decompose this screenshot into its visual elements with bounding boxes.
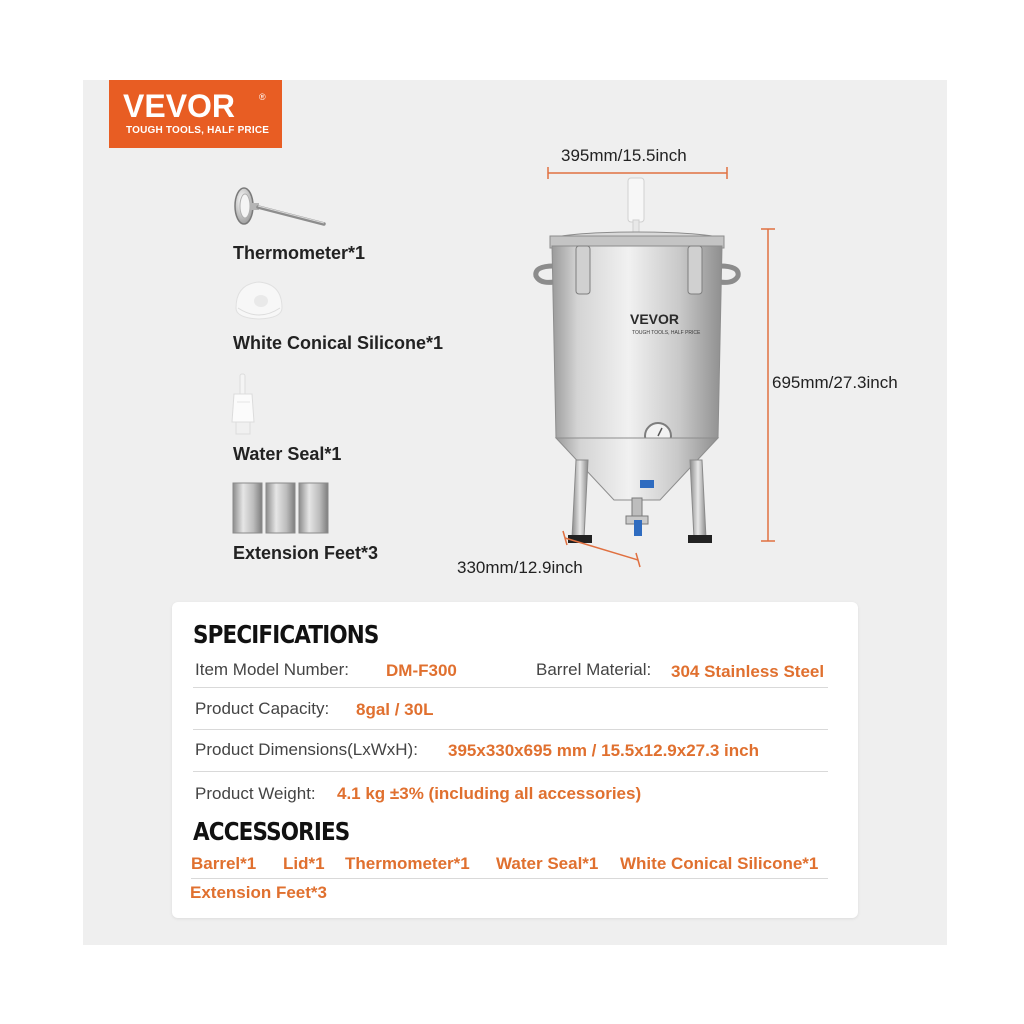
spec-divider [193, 687, 828, 688]
accessory-item-water-seal: Water Seal*1 [496, 854, 599, 873]
weight-value: 4.1 kg ±3% (including all accessories) [337, 784, 642, 803]
dimension-base-width: 330mm/12.9inch [457, 558, 583, 577]
fermenter-body-tagline: TOUGH TOOLS, HALF PRICE [632, 330, 701, 336]
accessory-item-thermometer: Thermometer*1 [345, 854, 470, 873]
accessory-item-lid: Lid*1 [283, 854, 325, 873]
barrel-material-value: 304 Stainless Steel [671, 662, 825, 681]
spec-divider [193, 729, 828, 730]
dimensions-value: 395x330x695 mm / 15.5x12.9x27.3 inch [448, 741, 759, 760]
accessories-title: ACCESSORIES [193, 817, 350, 846]
accessory-label-extension-feet: Extension Feet*3 [233, 543, 379, 563]
brand-name: VEVOR [123, 88, 236, 124]
dimension-top-width: 395mm/15.5inch [561, 146, 687, 165]
model-number-label: Item Model Number: [195, 660, 349, 679]
accessory-label-water-seal: Water Seal*1 [233, 444, 342, 464]
spec-divider [193, 771, 828, 772]
dimension-height: 695mm/27.3inch [772, 373, 898, 392]
capacity-value: 8gal / 30L [356, 700, 434, 719]
fermenter-body-logo: VEVOR [630, 311, 680, 327]
barrel-material-label: Barrel Material: [536, 660, 652, 679]
accessory-item-barrel: Barrel*1 [191, 854, 257, 873]
weight-label: Product Weight: [195, 784, 316, 803]
accessory-item-extension-feet: Extension Feet*3 [190, 883, 327, 902]
brand-tagline: TOUGH TOOLS, HALF PRICE [126, 125, 270, 136]
accessory-label-thermometer: Thermometer*1 [233, 243, 366, 263]
dimensions-label: Product Dimensions(LxWxH): [195, 740, 418, 759]
accessories-divider [191, 878, 828, 879]
accessory-item-silicone: White Conical Silicone*1 [620, 854, 819, 873]
specifications-title: SPECIFICATIONS [193, 620, 379, 649]
model-number-value: DM-F300 [386, 661, 457, 680]
accessory-label-silicone: White Conical Silicone*1 [233, 333, 444, 353]
capacity-label: Product Capacity: [195, 699, 330, 718]
registered-mark: ® [259, 92, 266, 102]
